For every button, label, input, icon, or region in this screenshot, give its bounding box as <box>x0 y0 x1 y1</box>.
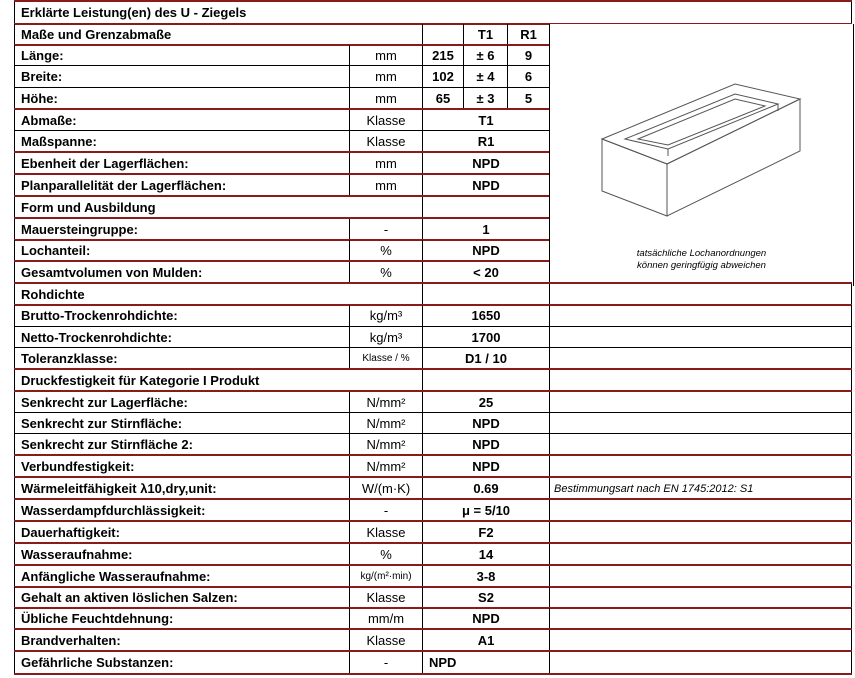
row-label: Übliche Feuchtdehnung: <box>14 608 349 630</box>
col-range-header: R1 <box>507 24 549 46</box>
brick-top-face <box>602 84 800 164</box>
row-unit: W/(m·K) <box>349 478 422 500</box>
row-value: 1 <box>422 219 549 241</box>
density-row <box>14 327 852 349</box>
strength-section-title: Druckfestigkeit für Kategorie I Produkt <box>14 370 422 392</box>
row-label: Wasseraufnahme: <box>14 544 349 566</box>
row-value: 102 <box>422 66 463 88</box>
row-label: Breite: <box>14 66 349 88</box>
row-range: 5 <box>507 88 549 110</box>
row-value: 25 <box>422 392 549 414</box>
row-unit: mm <box>349 153 422 175</box>
property-row <box>14 587 852 609</box>
row-unit: mm <box>349 66 422 88</box>
density-section-title: Rohdichte <box>14 284 422 306</box>
row-range: 9 <box>507 45 549 67</box>
row-value: 3-8 <box>422 566 549 588</box>
row-value: D1 / 10 <box>422 348 549 370</box>
sheet-title: Erklärte Leistung(en) des U - Ziegels <box>14 2 852 24</box>
row-unit: Klasse / % <box>349 348 422 370</box>
brick-right-face <box>667 99 800 216</box>
row-label: Dauerhaftigkeit: <box>14 522 349 544</box>
property-row <box>14 630 852 652</box>
row-unit: mm <box>349 175 422 197</box>
caption-line-2: können geringfügig abweichen <box>637 260 766 271</box>
brick-front-face <box>602 139 667 216</box>
strength-row <box>14 392 852 414</box>
row-value: 0.69 <box>422 478 549 500</box>
row-value: T1 <box>422 110 549 132</box>
form-section-title: Form und Ausbildung <box>14 197 422 219</box>
title-row <box>14 2 852 24</box>
property-row <box>14 522 852 544</box>
row-value: 14 <box>422 544 549 566</box>
row-value: NPD <box>422 413 549 435</box>
density-header-note <box>549 284 852 306</box>
row-note <box>549 392 852 414</box>
row-unit: Klasse <box>349 587 422 609</box>
row-unit: mm/m <box>349 608 422 630</box>
row-unit: Klasse <box>349 131 422 153</box>
row-value: NPD <box>422 652 549 674</box>
row-value: S2 <box>422 587 549 609</box>
row-unit: - <box>349 500 422 522</box>
row-note <box>549 566 852 588</box>
row-unit: % <box>349 544 422 566</box>
row-label: Lochanteil: <box>14 240 349 262</box>
caption-line-1: tatsächliche Lochanordnungen <box>636 248 767 259</box>
row-label: Planparallelität der Lagerflächen: <box>14 175 349 197</box>
row-label: Senkrecht zur Stirnfläche 2: <box>14 434 349 456</box>
property-row <box>14 500 852 522</box>
row-unit: mm <box>349 45 422 67</box>
row-unit: - <box>349 219 422 241</box>
property-row <box>14 566 852 588</box>
row-value: < 20 <box>422 262 549 284</box>
row-range: 6 <box>507 66 549 88</box>
density-header-row <box>14 284 852 306</box>
col-tolerance-header: T1 <box>463 24 507 46</box>
row-label: Netto-Trockenrohdichte: <box>14 327 349 349</box>
row-value: NPD <box>422 153 549 175</box>
row-value: A1 <box>422 630 549 652</box>
thermal-method-note: Bestimmungsart nach EN 1745:2012: S1 <box>549 478 852 500</box>
row-note <box>549 544 852 566</box>
row-label: Gefährliche Substanzen: <box>14 652 349 674</box>
density-row <box>14 305 852 327</box>
row-unit: kg/m³ <box>349 327 422 349</box>
property-row <box>14 456 852 478</box>
row-label: Höhe: <box>14 88 349 110</box>
row-note <box>549 608 852 630</box>
row-unit: % <box>349 262 422 284</box>
row-value: NPD <box>422 240 549 262</box>
row-unit: N/mm² <box>349 456 422 478</box>
row-tolerance: ± 4 <box>463 66 507 88</box>
strength-header-note <box>549 370 852 392</box>
row-unit: Klasse <box>349 630 422 652</box>
property-row <box>14 544 852 566</box>
property-row <box>14 652 852 674</box>
row-label: Brandverhalten: <box>14 630 349 652</box>
row-note <box>549 522 852 544</box>
row-label: Brutto-Trockenrohdichte: <box>14 305 349 327</box>
row-note <box>549 305 852 327</box>
row-note <box>549 587 852 609</box>
row-label: Gehalt an aktiven löslichen Salzen: <box>14 587 349 609</box>
row-note <box>549 434 852 456</box>
row-label: Länge: <box>14 45 349 67</box>
row-value: NPD <box>422 175 549 197</box>
row-value: μ = 5/10 <box>422 500 549 522</box>
row-value: 65 <box>422 88 463 110</box>
row-value: NPD <box>422 608 549 630</box>
brick-illustration-panel <box>549 24 854 286</box>
row-value: 215 <box>422 45 463 67</box>
strength-header-blank <box>422 370 549 392</box>
row-tolerance: ± 3 <box>463 88 507 110</box>
row-value: 1700 <box>422 327 549 349</box>
row-note <box>549 348 852 370</box>
strength-row <box>14 413 852 435</box>
row-unit: - <box>349 652 422 674</box>
density-row <box>14 348 852 370</box>
row-note <box>549 327 852 349</box>
row-label: Verbundfestigkeit: <box>14 456 349 478</box>
row-label: Senkrecht zur Stirnfläche: <box>14 413 349 435</box>
row-unit: Klasse <box>349 522 422 544</box>
row-label: Toleranzklasse: <box>14 348 349 370</box>
bottom-rule <box>14 673 852 675</box>
row-value: NPD <box>422 434 549 456</box>
form-header-blank <box>422 197 549 219</box>
row-label: Maßspanne: <box>14 131 349 153</box>
row-label: Wärmeleitfähigkeit λ10,dry,unit: <box>14 478 349 500</box>
row-unit: Klasse <box>349 110 422 132</box>
row-note <box>549 456 852 478</box>
row-label: Anfängliche Wasseraufnahme: <box>14 566 349 588</box>
strength-row <box>14 434 852 456</box>
row-label: Gesamtvolumen von Mulden: <box>14 262 349 284</box>
dimensions-section-title: Maße und Grenzabmaße <box>14 24 422 46</box>
row-unit: N/mm² <box>349 413 422 435</box>
brick-recess-inner <box>638 99 765 145</box>
row-unit: kg/(m²·min) <box>349 566 422 588</box>
row-note <box>549 500 852 522</box>
row-value: NPD <box>422 456 549 478</box>
row-unit: % <box>349 240 422 262</box>
row-unit: N/mm² <box>349 434 422 456</box>
property-row <box>14 478 852 500</box>
row-label: Wasserdampfdurchlässigkeit: <box>14 500 349 522</box>
row-note <box>549 652 852 674</box>
row-value: R1 <box>422 131 549 153</box>
row-unit: mm <box>349 88 422 110</box>
u-brick-drawing <box>550 24 853 224</box>
density-header-blank <box>422 284 549 306</box>
row-label: Abmaße: <box>14 110 349 132</box>
row-label: Ebenheit der Lagerflächen: <box>14 153 349 175</box>
row-tolerance: ± 6 <box>463 45 507 67</box>
dimensions-header-blank <box>422 24 463 46</box>
row-unit: N/mm² <box>349 392 422 414</box>
row-value: 1650 <box>422 305 549 327</box>
row-note <box>549 630 852 652</box>
strength-header-row <box>14 370 852 392</box>
row-unit: kg/m³ <box>349 305 422 327</box>
row-value: F2 <box>422 522 549 544</box>
row-label: Mauersteingruppe: <box>14 219 349 241</box>
row-label: Senkrecht zur Lagerfläche: <box>14 392 349 414</box>
row-note <box>549 413 852 435</box>
property-row <box>14 608 852 630</box>
